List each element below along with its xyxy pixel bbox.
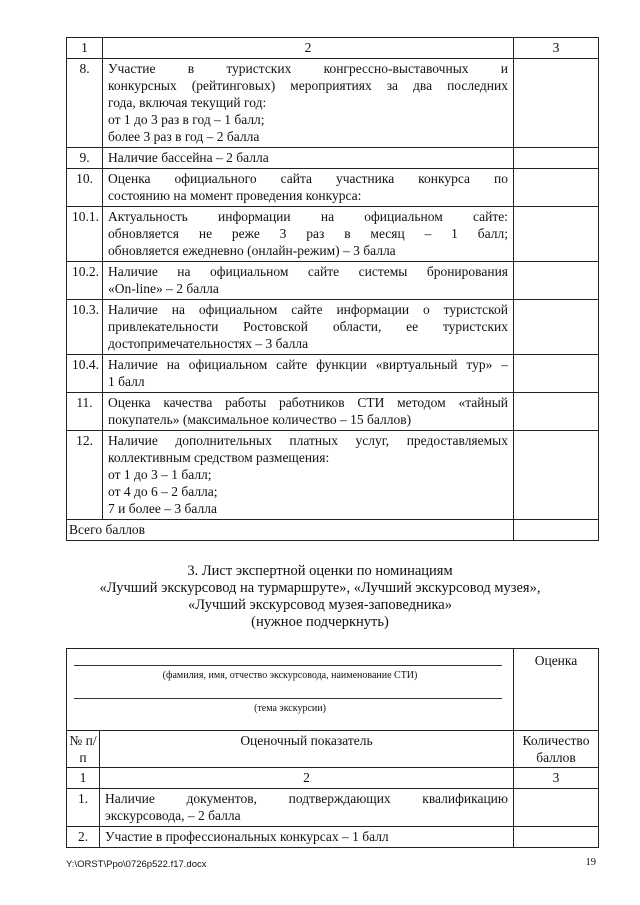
criterion-line: от 1 до 3 – 1 балл; (108, 467, 212, 482)
expert-evaluation-table-body (67, 649, 599, 848)
table-row (67, 393, 599, 431)
expert-evaluation-table (66, 648, 599, 848)
header-cell: 3 (514, 768, 599, 789)
row-number: 1. (67, 789, 100, 827)
criterion-line: обновляется не реже 3 раз в месяц – 1 балл; (108, 226, 508, 241)
score-cell[interactable] (514, 169, 599, 207)
section-title-line: «Лучший экскурсовод музея-заповедника» (187, 597, 452, 613)
table-row (67, 148, 599, 169)
criteria-table-body (67, 38, 599, 541)
row-number: 10.1. (67, 207, 103, 262)
section-title-line: «Лучший экскурсовод на турмаршруте», «Лучший экскурсовод музея», (99, 580, 541, 596)
score-cell[interactable] (514, 207, 599, 262)
rating-label: Оценка (514, 649, 599, 731)
row-number: 10.4. (67, 355, 103, 393)
criterion-line: Оценка официального сайта участника конкурса по (108, 171, 508, 186)
criterion-line: экскурсовода, – 2 балла (105, 808, 241, 823)
total-label: Всего баллов (67, 520, 514, 541)
col-points-label: Количество баллов (514, 731, 599, 768)
header-cell: 2 (100, 768, 514, 789)
table-row (67, 262, 599, 300)
topic-fill-line (74, 697, 502, 699)
criterion-line: Наличие на официальном сайте системы бронирования (108, 264, 508, 279)
criterion-line: состоянию на момент проведения конкурса: (108, 188, 362, 203)
table-row (67, 789, 599, 827)
criterion-line: Наличие бассейна – 2 балла (108, 150, 269, 165)
score-cell[interactable] (514, 789, 599, 827)
criterion-line: «On-line» – 2 балла (108, 281, 219, 296)
row-number: 9. (67, 148, 103, 169)
table-row (67, 355, 599, 393)
criterion-text (103, 262, 514, 300)
score-cell[interactable] (514, 393, 599, 431)
table-row (67, 59, 599, 148)
criterion-line: Наличие на официальном сайте информации о туристской (108, 302, 508, 317)
score-cell[interactable] (514, 59, 599, 148)
total-score-cell[interactable] (514, 520, 599, 541)
table-row (67, 431, 599, 520)
criterion-line: Наличие дополнительных платных услуг, предоставляемых (108, 433, 508, 448)
criteria-table (66, 37, 599, 541)
criterion-line: достопримечательностях – 3 балла (108, 336, 309, 351)
col-num-label: № п/п (67, 731, 100, 768)
row-number: 12. (67, 431, 103, 520)
criterion-line: Оценка качества работы работников СТИ методом «тайный (108, 395, 508, 410)
criterion-text (103, 393, 514, 431)
table-header-row (67, 38, 599, 59)
criterion-text (103, 148, 514, 169)
topic-caption: (тема экскурсии) (254, 703, 326, 714)
header-cell: 2 (103, 38, 514, 59)
criterion-line: 7 и более – 3 балла (108, 501, 217, 516)
row-number: 11. (67, 393, 103, 431)
criterion-line: коллективным средством размещения: (108, 450, 330, 465)
form-header-row (67, 649, 599, 731)
fio-caption: (фамилия, имя, отчество экскурсовода, наименование СТИ) (162, 670, 418, 681)
criterion-line: более 3 раз в год – 2 балла (108, 129, 260, 144)
section-title-line: (нужное подчеркнуть) (251, 614, 389, 630)
fio-fill-line (74, 664, 502, 666)
criterion-line: обновляется ежедневно (онлайн-режим) – 3 балла (108, 243, 396, 258)
header-cell: 1 (67, 768, 100, 789)
criterion-line: покупатель» (максимальное количество – 15 баллов) (108, 412, 412, 427)
table-row (67, 207, 599, 262)
score-cell[interactable] (514, 148, 599, 169)
criterion-line: от 1 до 3 раз в год – 1 балл; (108, 112, 265, 127)
table-row (67, 827, 599, 848)
section-title (0, 563, 640, 631)
page-number: 19 (585, 857, 596, 868)
row-number: 10.3. (67, 300, 103, 355)
header-cell: 1 (67, 38, 103, 59)
file-path: Y:\ORST\Ppo\0726p522.f17.docx (66, 859, 207, 870)
row-number: 2. (67, 827, 100, 848)
total-row (67, 520, 599, 541)
column-labels-row (67, 731, 599, 768)
criterion-line: Наличие документов, подтверждающих квалификацию (105, 791, 508, 806)
score-cell[interactable] (514, 827, 599, 848)
criterion-text (103, 207, 514, 262)
criterion-line: конкурсных (рейтинговых) мероприятиях за два последних (108, 78, 508, 93)
header-cell: 3 (514, 38, 599, 59)
table-row (67, 169, 599, 207)
criterion-line: года, включая текущий год: (108, 95, 267, 110)
row-number: 8. (67, 59, 103, 148)
criterion-text (103, 169, 514, 207)
criterion-text (103, 355, 514, 393)
score-cell[interactable] (514, 431, 599, 520)
criterion-line: 1 балл (108, 374, 145, 389)
score-cell[interactable] (514, 262, 599, 300)
section-title-line: 3. Лист экспертной оценки по номинациям (187, 563, 453, 579)
score-cell[interactable] (514, 300, 599, 355)
criterion-text (103, 431, 514, 520)
form-fields-cell (67, 649, 514, 731)
criterion-text (100, 789, 514, 827)
criterion-line: Актуальность информации на официальном сайте: (108, 209, 508, 224)
col-indicator-label: Оценочный показатель (100, 731, 514, 768)
criterion-text (100, 827, 514, 848)
row-number: 10. (67, 169, 103, 207)
table-header-row (67, 768, 599, 789)
score-cell[interactable] (514, 355, 599, 393)
row-number: 10.2. (67, 262, 103, 300)
table-row (67, 300, 599, 355)
criterion-line: от 4 до 6 – 2 балла; (108, 484, 218, 499)
criterion-line: Участие в туристских конгрессно-выставочных и (108, 61, 508, 76)
criterion-text (103, 300, 514, 355)
criterion-line: Наличие на официальном сайте функции «виртуальный тур» – (108, 357, 508, 372)
criterion-text (103, 59, 514, 148)
criterion-line: Участие в профессиональных конкурсах – 1 балл (105, 829, 389, 844)
criterion-line: привлекательности Ростовской области, ее туристских (108, 319, 508, 334)
